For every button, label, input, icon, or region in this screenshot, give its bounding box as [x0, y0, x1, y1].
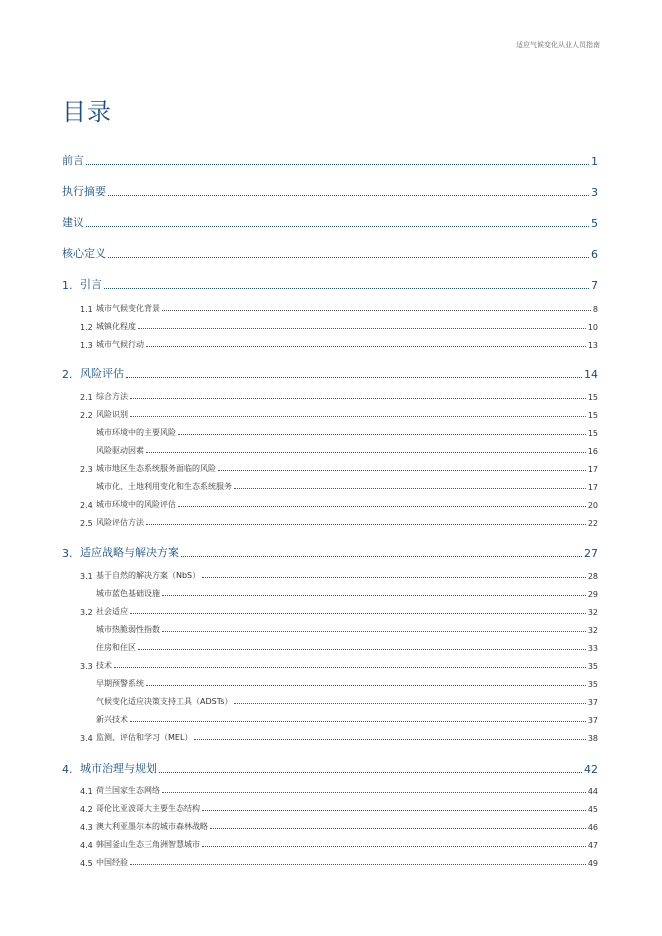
toc-subsection[interactable]	[62, 820, 598, 832]
page-number: 37	[587, 698, 598, 707]
page-number: 8	[592, 305, 598, 314]
section-number: 2.5	[80, 519, 93, 528]
page-number: 28	[587, 572, 598, 581]
toc-subsection[interactable]	[62, 390, 598, 402]
entry-label: 城市环境中的主要风险	[96, 428, 176, 437]
dot-leader	[130, 416, 586, 417]
toc-subsection[interactable]	[62, 462, 598, 474]
page-number: 3	[591, 186, 598, 199]
section-number: 1.1	[80, 305, 93, 314]
dot-leader	[146, 452, 586, 453]
section-number: 4.	[62, 763, 73, 776]
page-number: 37	[587, 716, 598, 725]
page-number: 42	[584, 763, 598, 776]
dot-leader	[218, 470, 586, 471]
toc-subsection[interactable]	[62, 838, 598, 850]
toc-subsection[interactable]	[62, 784, 598, 796]
page-number: 35	[587, 662, 598, 671]
entry-label: 城市气候行动	[96, 340, 144, 349]
section-number: 4.4	[80, 841, 93, 850]
section-number: 3.2	[80, 608, 93, 617]
dot-leader	[130, 613, 586, 614]
page-number: 38	[587, 734, 598, 743]
entry-label: 韩国釜山生态三角洲智慧城市	[96, 840, 200, 849]
dot-leader	[130, 864, 586, 865]
toc-entry[interactable]	[62, 152, 598, 168]
dot-leader	[86, 226, 589, 227]
dot-leader	[130, 398, 586, 399]
page-number: 17	[587, 483, 598, 492]
page-number: 7	[591, 279, 598, 292]
toc-subsubsection[interactable]	[62, 713, 598, 725]
section-number: 2.1	[80, 393, 93, 402]
entry-label: 基于自然的解决方案（NbS）	[96, 571, 201, 580]
section-number: 1.2	[80, 323, 93, 332]
running-header: 适应气候变化从业人员指南	[516, 41, 600, 49]
toc-chapter[interactable]	[62, 276, 598, 292]
toc-subsection[interactable]	[62, 802, 598, 814]
page-number: 46	[587, 823, 598, 832]
entry-label: 城市环境中的风险评估	[96, 500, 176, 509]
entry-label: 城市治理与规划	[80, 762, 157, 775]
section-number: 2.4	[80, 501, 93, 510]
toc-entry[interactable]	[62, 245, 598, 261]
dot-leader	[138, 328, 586, 329]
dot-leader	[130, 721, 586, 722]
dot-leader	[181, 556, 582, 557]
dot-leader	[146, 685, 586, 686]
entry-label: 城市蓝色基础设施	[96, 589, 160, 598]
dot-leader	[86, 164, 589, 165]
page-number: 17	[587, 465, 598, 474]
section-number: 4.1	[80, 787, 93, 796]
dot-leader	[178, 506, 586, 507]
toc-chapter[interactable]	[62, 760, 598, 776]
page-number: 47	[587, 841, 598, 850]
section-number: 2.2	[80, 411, 93, 420]
dot-leader	[146, 346, 586, 347]
entry-label: 荷兰国家生态网络	[96, 786, 160, 795]
dot-leader	[234, 488, 586, 489]
entry-label: 核心定义	[62, 247, 106, 260]
entry-label: 执行摘要	[62, 185, 106, 198]
toc-chapter[interactable]	[62, 365, 598, 381]
toc-subsection[interactable]	[62, 320, 598, 332]
section-number: 4.2	[80, 805, 93, 814]
toc-subsection[interactable]	[62, 569, 598, 581]
page-number: 32	[587, 608, 598, 617]
entry-label: 技术	[96, 661, 112, 670]
section-number: 2.	[62, 368, 73, 381]
page-number: 35	[587, 680, 598, 689]
toc-subsubsection[interactable]	[62, 444, 598, 456]
dot-leader	[194, 739, 585, 740]
entry-label: 风险驱动因素	[96, 446, 144, 455]
toc-subsubsection[interactable]	[62, 426, 598, 438]
section-number: 4.3	[80, 823, 93, 832]
page-number: 27	[584, 547, 598, 560]
entry-label: 风险评估	[80, 367, 124, 380]
entry-label: 建议	[62, 216, 84, 229]
page-number: 44	[587, 787, 598, 796]
dot-leader	[202, 577, 586, 578]
entry-label: 风险评估方法	[96, 518, 144, 527]
page-number: 16	[587, 447, 598, 456]
entry-label: 城市地区生态系统服务面临的风险	[96, 464, 216, 473]
toc-subsection[interactable]	[62, 338, 598, 350]
toc-chapter[interactable]	[62, 544, 598, 560]
page-number: 29	[587, 590, 598, 599]
toc-subsection[interactable]	[62, 731, 598, 743]
page-number: 20	[587, 501, 598, 510]
section-number: 2.3	[80, 465, 93, 474]
page-number: 1	[591, 155, 598, 168]
dot-leader	[202, 810, 586, 811]
toc-subsubsection[interactable]	[62, 587, 598, 599]
dot-leader	[202, 846, 586, 847]
section-number: 1.	[62, 279, 73, 292]
dot-leader	[162, 310, 591, 311]
section-number: 3.1	[80, 572, 93, 581]
toc-subsubsection[interactable]	[62, 623, 598, 635]
entry-label: 住房和住区	[96, 643, 136, 652]
dot-leader	[210, 828, 586, 829]
entry-label: 气候变化适应决策支持工具（ADSTs）	[96, 697, 233, 706]
entry-label: 城市化、土地利用变化和生态系统服务	[96, 482, 232, 491]
entry-label: 新兴技术	[96, 715, 128, 724]
section-number: 3.3	[80, 662, 93, 671]
entry-label: 城市气候变化背景	[96, 304, 160, 313]
dot-leader	[162, 595, 586, 596]
toc-subsection[interactable]	[62, 605, 598, 617]
entry-label: 早期预警系统	[96, 679, 144, 688]
toc-subsubsection[interactable]	[62, 641, 598, 653]
dot-leader	[178, 434, 586, 435]
page-number: 15	[587, 411, 598, 420]
page-number: 33	[587, 644, 598, 653]
entry-label: 风险识别	[96, 410, 128, 419]
dot-leader	[114, 667, 586, 668]
toc-subsection[interactable]	[62, 498, 598, 510]
entry-label: 澳大利亚墨尔本的城市森林战略	[96, 822, 208, 831]
dot-leader	[138, 649, 586, 650]
toc-subsection[interactable]	[62, 659, 598, 671]
dot-leader	[234, 703, 585, 704]
toc-subsection[interactable]	[62, 408, 598, 420]
section-number: 4.5	[80, 859, 93, 868]
dot-leader	[162, 631, 586, 632]
page-number: 22	[587, 519, 598, 528]
toc-entry[interactable]	[62, 214, 598, 230]
page-number: 14	[584, 368, 598, 381]
toc-subsection[interactable]	[62, 302, 598, 314]
entry-label: 中国经验	[96, 858, 128, 867]
toc-subsection[interactable]	[62, 856, 598, 868]
dot-leader	[104, 288, 589, 289]
page-number: 45	[587, 805, 598, 814]
dot-leader	[162, 792, 586, 793]
page-number: 10	[587, 323, 598, 332]
toc-subsubsection[interactable]	[62, 695, 598, 707]
entry-label: 城镇化程度	[96, 322, 136, 331]
dot-leader	[159, 772, 582, 773]
entry-label: 前言	[62, 154, 84, 167]
toc-subsubsection[interactable]	[62, 677, 598, 689]
page-number: 15	[587, 429, 598, 438]
section-number: 3.	[62, 547, 73, 560]
dot-leader	[108, 257, 589, 258]
entry-label: 哥伦比亚波哥大主要生态结构	[96, 804, 200, 813]
entry-label: 城市热脆弱性指数	[96, 625, 160, 634]
dot-leader	[126, 377, 582, 378]
entry-label: 引言	[80, 278, 102, 291]
entry-label: 监测、评估和学习（MEL）	[96, 733, 193, 742]
page-number: 5	[591, 217, 598, 230]
page-number: 15	[587, 393, 598, 402]
toc-entry[interactable]	[62, 183, 598, 199]
entry-label: 适应战略与解决方案	[80, 546, 179, 559]
dot-leader	[146, 524, 586, 525]
page-number: 13	[587, 341, 598, 350]
page-number: 49	[587, 859, 598, 868]
toc-subsubsection[interactable]	[62, 480, 598, 492]
toc-subsection[interactable]	[62, 516, 598, 528]
page-number: 6	[591, 248, 598, 261]
entry-label: 综合方法	[96, 392, 128, 401]
entry-label: 社会适应	[96, 607, 128, 616]
dot-leader	[108, 195, 589, 196]
section-number: 1.3	[80, 341, 93, 350]
section-number: 3.4	[80, 734, 93, 743]
page-title: 目录	[62, 98, 112, 126]
page-number: 32	[587, 626, 598, 635]
